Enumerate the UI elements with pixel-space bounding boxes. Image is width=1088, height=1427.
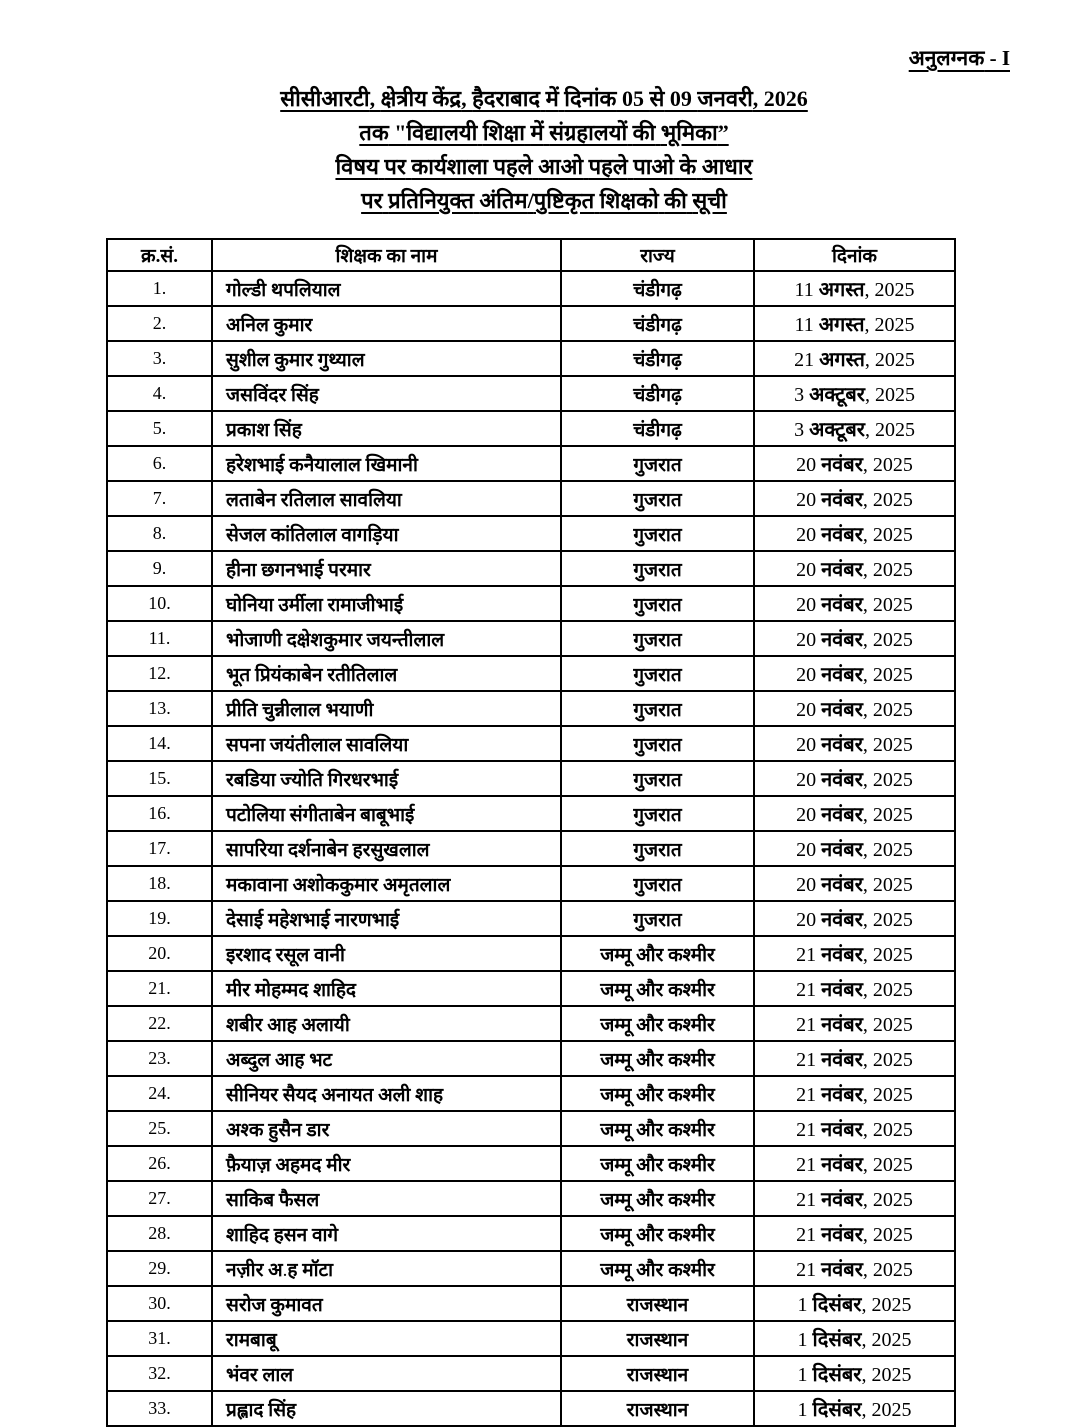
date-cell: 21 अगस्त, 2025 xyxy=(754,341,955,376)
row-serial-number: 20. xyxy=(107,936,212,971)
date-cell: 21 नवंबर, 2025 xyxy=(754,1216,955,1251)
row-serial-number: 17. xyxy=(107,831,212,866)
date-cell: 21 नवंबर, 2025 xyxy=(754,1251,955,1286)
row-serial-number: 10. xyxy=(107,586,212,621)
state-cell: जम्मू और कश्मीर xyxy=(561,936,754,971)
row-serial-number: 2. xyxy=(107,306,212,341)
date-cell: 20 नवंबर, 2025 xyxy=(754,901,955,936)
row-serial-number: 4. xyxy=(107,376,212,411)
state-cell: चंडीगढ़ xyxy=(561,411,754,446)
teacher-name-cell: अश्क हुसैन डार xyxy=(212,1111,561,1146)
date-cell: 21 नवंबर, 2025 xyxy=(754,936,955,971)
date-cell: 3 अक्टूबर, 2025 xyxy=(754,411,955,446)
state-cell: जम्मू और कश्मीर xyxy=(561,1041,754,1076)
row-serial-number: 14. xyxy=(107,726,212,761)
row-serial-number: 28. xyxy=(107,1216,212,1251)
date-cell: 21 नवंबर, 2025 xyxy=(754,1006,955,1041)
row-serial-number: 24. xyxy=(107,1076,212,1111)
state-cell: गुजरात xyxy=(561,831,754,866)
date-cell: 21 नवंबर, 2025 xyxy=(754,1111,955,1146)
table-row xyxy=(107,691,955,726)
state-cell: गुजरात xyxy=(561,446,754,481)
title-line-2: तक "विद्यालयी शिक्षा में संग्रहालयों की भूमिका” xyxy=(359,120,729,146)
row-serial-number: 3. xyxy=(107,341,212,376)
teacher-name-cell: देसाई महेशभाई नारणभाई xyxy=(212,901,561,936)
date-cell: 11 अगस्त, 2025 xyxy=(754,306,955,341)
state-cell: गुजरात xyxy=(561,901,754,936)
table-row xyxy=(107,306,955,341)
teacher-name-cell: शाहिद हसन वागे xyxy=(212,1216,561,1251)
teacher-name-cell: पटोलिया संगीताबेन बाबूभाई xyxy=(212,796,561,831)
table-header-row xyxy=(107,239,955,271)
teacher-name-cell: भोजाणी दक्षेशकुमार जयन्तीलाल xyxy=(212,621,561,656)
teacher-name-cell: इरशाद रसूल वानी xyxy=(212,936,561,971)
teacher-name-cell: प्रह्लाद सिंह xyxy=(212,1391,561,1426)
date-cell: 20 नवंबर, 2025 xyxy=(754,656,955,691)
table-row xyxy=(107,621,955,656)
date-cell: 20 नवंबर, 2025 xyxy=(754,516,955,551)
teacher-name-cell: अनिल कुमार xyxy=(212,306,561,341)
row-serial-number: 11. xyxy=(107,621,212,656)
date-cell: 20 नवंबर, 2025 xyxy=(754,691,955,726)
state-cell: जम्मू और कश्मीर xyxy=(561,1076,754,1111)
teacher-name-cell: भंवर लाल xyxy=(212,1356,561,1391)
row-serial-number: 6. xyxy=(107,446,212,481)
date-cell: 21 नवंबर, 2025 xyxy=(754,1076,955,1111)
teacher-name-cell: अब्दुल आह भट xyxy=(212,1041,561,1076)
row-serial-number: 29. xyxy=(107,1251,212,1286)
row-serial-number: 9. xyxy=(107,551,212,586)
table-row xyxy=(107,971,955,1006)
state-cell: जम्मू और कश्मीर xyxy=(561,971,754,1006)
state-cell: चंडीगढ़ xyxy=(561,341,754,376)
row-serial-number: 8. xyxy=(107,516,212,551)
teacher-name-cell: फ़ैयाज़ अहमद मीर xyxy=(212,1146,561,1181)
table-row xyxy=(107,1006,955,1041)
date-cell: 20 नवंबर, 2025 xyxy=(754,796,955,831)
annexure-label: अनुलग्नक - I xyxy=(908,46,1010,70)
state-cell: गुजरात xyxy=(561,866,754,901)
date-cell: 1 दिसंबर, 2025 xyxy=(754,1356,955,1391)
col-header-name: शिक्षक का नाम xyxy=(212,239,561,271)
state-cell: चंडीगढ़ xyxy=(561,306,754,341)
date-cell: 3 अक्टूबर, 2025 xyxy=(754,376,955,411)
state-cell: जम्मू और कश्मीर xyxy=(561,1216,754,1251)
table-row xyxy=(107,481,955,516)
row-serial-number: 26. xyxy=(107,1146,212,1181)
row-serial-number: 23. xyxy=(107,1041,212,1076)
table-row xyxy=(107,446,955,481)
table-row xyxy=(107,866,955,901)
table-row xyxy=(107,901,955,936)
row-serial-number: 30. xyxy=(107,1286,212,1321)
table-row xyxy=(107,551,955,586)
col-header-date: दिनांक xyxy=(754,239,955,271)
teacher-name-cell: शबीर आह अलायी xyxy=(212,1006,561,1041)
state-cell: गुजरात xyxy=(561,551,754,586)
row-serial-number: 18. xyxy=(107,866,212,901)
teacher-name-cell: सेजल कांतिलाल वागड़िया xyxy=(212,516,561,551)
teacher-name-cell: सरोज कुमावत xyxy=(212,1286,561,1321)
teacher-name-cell: हीना छगनभाई परमार xyxy=(212,551,561,586)
table-row xyxy=(107,411,955,446)
col-header-state: राज्य xyxy=(561,239,754,271)
state-cell: गुजरात xyxy=(561,796,754,831)
row-serial-number: 7. xyxy=(107,481,212,516)
table-row xyxy=(107,1146,955,1181)
date-cell: 20 नवंबर, 2025 xyxy=(754,866,955,901)
table-row xyxy=(107,1321,955,1356)
date-cell: 20 नवंबर, 2025 xyxy=(754,551,955,586)
teacher-name-cell: जसविंदर सिंह xyxy=(212,376,561,411)
table-row xyxy=(107,341,955,376)
row-serial-number: 22. xyxy=(107,1006,212,1041)
state-cell: गुजरात xyxy=(561,761,754,796)
state-cell: जम्मू और कश्मीर xyxy=(561,1181,754,1216)
state-cell: चंडीगढ़ xyxy=(561,271,754,306)
state-cell: राजस्थान xyxy=(561,1286,754,1321)
table-row xyxy=(107,516,955,551)
row-serial-number: 21. xyxy=(107,971,212,1006)
state-cell: गुजरात xyxy=(561,691,754,726)
table-row xyxy=(107,1216,955,1251)
table-row xyxy=(107,656,955,691)
table-row xyxy=(107,376,955,411)
row-serial-number: 25. xyxy=(107,1111,212,1146)
date-cell: 21 नवंबर, 2025 xyxy=(754,1146,955,1181)
row-serial-number: 19. xyxy=(107,901,212,936)
date-cell: 20 नवंबर, 2025 xyxy=(754,761,955,796)
teacher-name-cell: घोनिया उर्मीला रामाजीभाई xyxy=(212,586,561,621)
date-cell: 20 नवंबर, 2025 xyxy=(754,446,955,481)
table-row xyxy=(107,831,955,866)
state-cell: राजस्थान xyxy=(561,1391,754,1426)
teacher-name-cell: साकिब फैसल xyxy=(212,1181,561,1216)
date-cell: 21 नवंबर, 2025 xyxy=(754,1181,955,1216)
row-serial-number: 16. xyxy=(107,796,212,831)
state-cell: राजस्थान xyxy=(561,1356,754,1391)
date-cell: 20 नवंबर, 2025 xyxy=(754,621,955,656)
table-row xyxy=(107,796,955,831)
table-row xyxy=(107,761,955,796)
date-cell: 11 अगस्त, 2025 xyxy=(754,271,955,306)
state-cell: जम्मू और कश्मीर xyxy=(561,1006,754,1041)
row-serial-number: 27. xyxy=(107,1181,212,1216)
teacher-table-body xyxy=(107,271,955,1426)
table-row xyxy=(107,1181,955,1216)
date-cell: 1 दिसंबर, 2025 xyxy=(754,1286,955,1321)
teacher-name-cell: भूत प्रियंकाबेन रतीतिलाल xyxy=(212,656,561,691)
teacher-name-cell: मकावाना अशोककुमार अमृतलाल xyxy=(212,866,561,901)
table-row xyxy=(107,1111,955,1146)
table-row xyxy=(107,936,955,971)
teacher-name-cell: नज़ीर अ.ह मॉटा xyxy=(212,1251,561,1286)
date-cell: 20 नवंबर, 2025 xyxy=(754,586,955,621)
date-cell: 1 दिसंबर, 2025 xyxy=(754,1391,955,1426)
date-cell: 20 नवंबर, 2025 xyxy=(754,481,955,516)
row-serial-number: 31. xyxy=(107,1321,212,1356)
teacher-name-cell: रबडिया ज्योति गिरधरभाई xyxy=(212,761,561,796)
row-serial-number: 15. xyxy=(107,761,212,796)
state-cell: गुजरात xyxy=(561,481,754,516)
col-header-sno: क्र.सं. xyxy=(107,239,212,271)
teacher-name-cell: प्रीति चुन्नीलाल भयाणी xyxy=(212,691,561,726)
state-cell: गुजरात xyxy=(561,516,754,551)
teacher-name-cell: रामबाबू xyxy=(212,1321,561,1356)
row-serial-number: 12. xyxy=(107,656,212,691)
document-title xyxy=(0,82,1088,218)
teacher-name-cell: लताबेन रतिलाल सावलिया xyxy=(212,481,561,516)
teacher-name-cell: हरेशभाई कनैयालाल खिमानी xyxy=(212,446,561,481)
table-row xyxy=(107,271,955,306)
state-cell: जम्मू और कश्मीर xyxy=(561,1251,754,1286)
table-row xyxy=(107,1076,955,1111)
title-line-3: विषय पर कार्यशाला पहले आओ पहले पाओ के आधार xyxy=(335,155,753,180)
row-serial-number: 1. xyxy=(107,271,212,306)
title-line-4: पर प्रतिनियुक्त अंतिम/पुष्टिकृत शिक्षको की सूची xyxy=(361,188,727,214)
state-cell: गुजरात xyxy=(561,656,754,691)
table-row xyxy=(107,726,955,761)
date-cell: 20 नवंबर, 2025 xyxy=(754,726,955,761)
date-cell: 1 दिसंबर, 2025 xyxy=(754,1321,955,1356)
table-row xyxy=(107,1356,955,1391)
row-serial-number: 13. xyxy=(107,691,212,726)
table-row xyxy=(107,586,955,621)
teacher-name-cell: मीर मोहम्मद शाहिद xyxy=(212,971,561,1006)
title-line-1: सीसीआरटी, क्षेत्रीय केंद्र, हैदराबाद में दिनांक 05 से 09 जनवरी, 2026 xyxy=(280,86,808,112)
state-cell: राजस्थान xyxy=(561,1321,754,1356)
teacher-table xyxy=(106,238,956,1427)
date-cell: 20 नवंबर, 2025 xyxy=(754,831,955,866)
table-row xyxy=(107,1251,955,1286)
table-row xyxy=(107,1286,955,1321)
date-cell: 21 नवंबर, 2025 xyxy=(754,1041,955,1076)
state-cell: गुजरात xyxy=(561,586,754,621)
date-cell: 21 नवंबर, 2025 xyxy=(754,971,955,1006)
table-row xyxy=(107,1391,955,1426)
state-cell: जम्मू और कश्मीर xyxy=(561,1111,754,1146)
state-cell: जम्मू और कश्मीर xyxy=(561,1146,754,1181)
state-cell: गुजरात xyxy=(561,621,754,656)
table-row xyxy=(107,1041,955,1076)
teacher-name-cell: सपना जयंतीलाल सावलिया xyxy=(212,726,561,761)
teacher-name-cell: सीनियर सैयद अनायत अली शाह xyxy=(212,1076,561,1111)
teacher-name-cell: सापरिया दर्शनाबेन हरसुखलाल xyxy=(212,831,561,866)
teacher-name-cell: प्रकाश सिंह xyxy=(212,411,561,446)
state-cell: गुजरात xyxy=(561,726,754,761)
row-serial-number: 5. xyxy=(107,411,212,446)
teacher-name-cell: सुशील कुमार गुथ्याल xyxy=(212,341,561,376)
row-serial-number: 33. xyxy=(107,1391,212,1426)
row-serial-number: 32. xyxy=(107,1356,212,1391)
state-cell: चंडीगढ़ xyxy=(561,376,754,411)
teacher-name-cell: गोल्डी थपलियाल xyxy=(212,271,561,306)
